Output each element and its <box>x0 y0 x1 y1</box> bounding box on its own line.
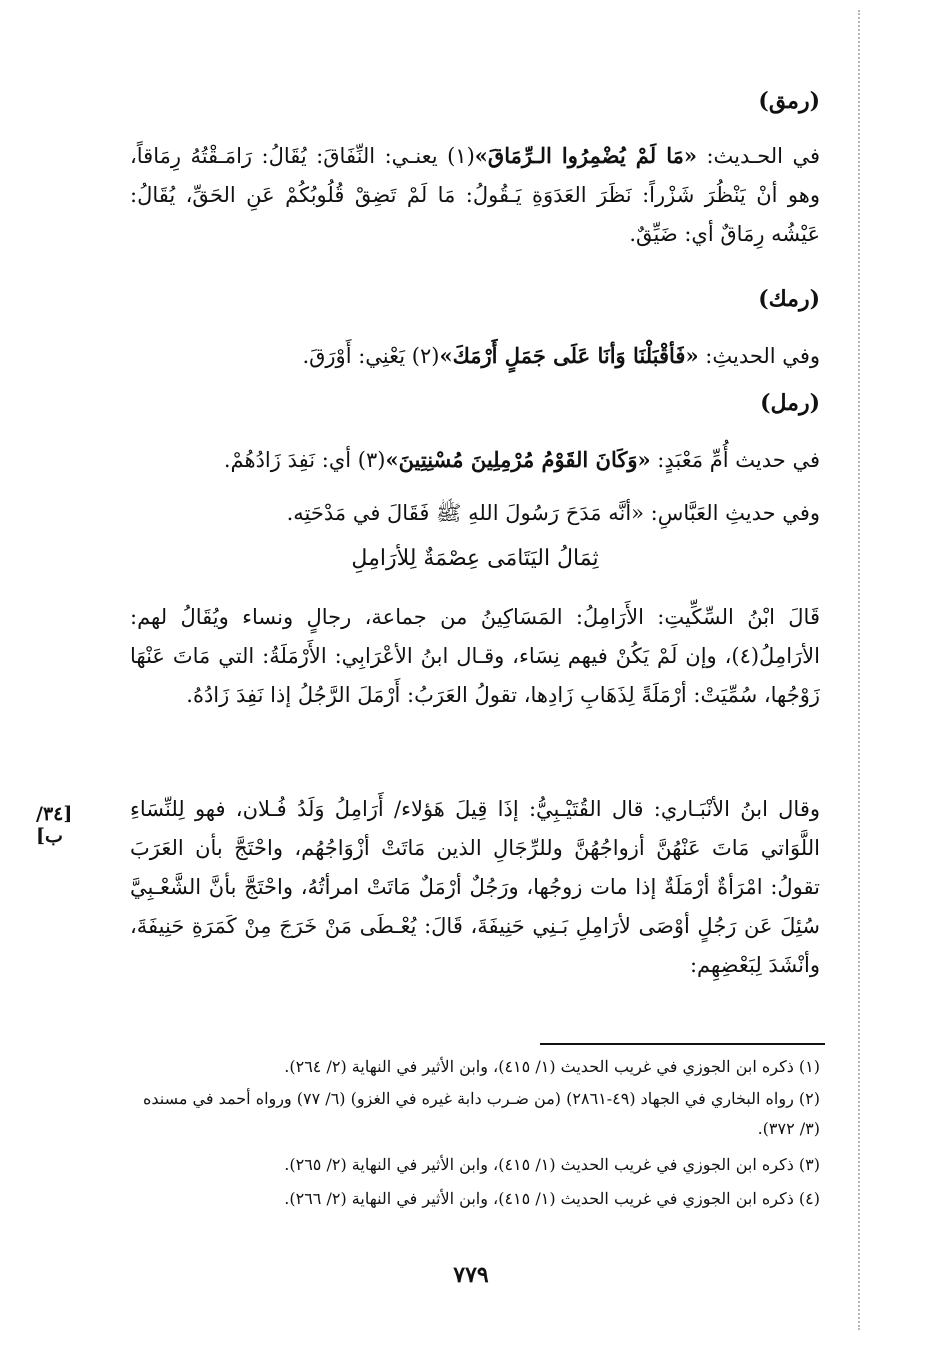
paragraph-ramak <box>130 336 820 376</box>
hadith-quote-ramak: «فَأقْبَلْنَا وَأنَا عَلَى جَمَلٍ أَرْمَكَ» <box>439 343 699 368</box>
heading-ramaq: (رمق) <box>758 88 820 114</box>
paragraph-ramaq-body: (١) يعنـي: النِّفَاقَ: يُقَالُ: رَامَـقْتُهُ رِمَاقاً، وهو أنْ يَنْظُرَ شَزْراً: نَظَرَ العَدَوَةِ يَـقُولُ: مَا لَمْ تَضِقْ قُلُوبُكُمْ عَنِ الحَقِّ، يُقَالُ: عَيْشُه رِمَاقٌ أي: ضَيِّقٌ. <box>130 144 820 246</box>
paragraph-ramak-prefix: وفي الحديثِ: <box>698 344 820 368</box>
page-number: ٧٧٩ <box>453 1262 489 1288</box>
paragraph-ramaq-prefix: في الحـديث: <box>697 144 820 168</box>
heading-ramal: (رمل) <box>760 390 820 416</box>
heading-ramak: (رمك) <box>758 286 820 312</box>
paragraph-abbas: وفي حديثِ العَبَّاسِ: «أنَّه مَدَحَ رَسُولَ اللهِ ﷺ فَقَالَ في مَدْحَتِه. <box>286 501 820 525</box>
page-edge-divider <box>858 10 860 1330</box>
paragraph-umm-mabad-prefix: في حديث أُمِّ مَعْبَدٍ: <box>650 448 820 472</box>
paragraph-ramak-body: (٢) يَعْنِي: أَوْرَقَ. <box>302 344 440 368</box>
paragraph-umm-mabad-body: (٣) أي: نَفِدَ زَادُهُمْ. <box>223 448 386 472</box>
footnote-2: (٢) رواه البخاري في الجهاد (٤٩-٢٨٦١) (من ضـرب دابة غيره في الغزو) (٦/ ٧٧) ورواه أحمد في مسنده (٣/ ٣٧٢). <box>143 1089 820 1138</box>
paragraph-ibn-anbari: وقال ابنُ الأنْبَـاري: قال القُتَيْـبِيُّ: إذَا قِيلَ هَؤلاء/ أَرَامِلُ وَلَدُ فُـلان، فهو لِلنِّسَاءِ اللَّوَاتي مَاتَ عَنْهُنَّ أزواجُهُنَّ وللرِّجَالِ الذين مَاتَتْ أزْوَاجُهُم، واحْتَجَّ بأن العَرَبَ تقولُ: امْرَأةٌ أرْمَلَةٌ إذا مات زوجُها، ورَجُلٌ أرْمَلٌ مَاتَتْ امرأتُهُ، واحْتَجَّ بأنَّ الشَّعْـبِيَّ سُئِلَ عَن رَجُلٍ أوْصَى لأرَامِلِ بَـنِي حَنِيفَةَ، قَالَ: يُعْـطَى مَنْ خَرَجَ مِنْ كَمَرَةِ حَنِيفَةَ، وأنْشَدَ لِبَعْضِهِم: <box>130 797 820 977</box>
hadith-quote-umm-mabad: «وَكَانَ القَوْمُ مُرْمِلِينَ مُسْنِتِينَ» <box>385 447 651 472</box>
paragraph-ramaq <box>130 136 820 254</box>
paragraph-ibn-sikkit: قَالَ ابْنُ السِّكِّيتِ: الأَرَامِلُ: المَسَاكِينُ من جماعة، رجالٍ ونساء ويُقَالُ لهم: الأرَامِلُ(٤)، وإن لَمْ يَكُنْ فيهم نِسَاء، وقـال ابنُ الأعْرَابِي: الأَرْمَلَةُ: التي مَاتَ عَنْهَا زَوْجُها، سُمِّيَتْ: أرْمَلَةً لِذَهَابِ زَادِها، تقولُ العَرَبُ: أَرْمَلَ الرَّجُلُ إذا نَفِدَ زَادُهُ. <box>130 605 820 707</box>
footnote-separator <box>540 1043 825 1045</box>
hadith-quote-ramaq: «مَا لَمْ يُضْمِرُوا الـرِّمَاقَ» <box>474 143 698 168</box>
footnote-1: (١) ذكره ابن الجوزي في غريب الحديث (١/ ٤١٥)، وابن الأثير في النهاية (٢/ ٢٦٤). <box>284 1057 820 1076</box>
footnote-4: (٤) ذكره ابن الجوزي في غريب الحديث (١/ ٤١٥)، وابن الأثير في النهاية (٢/ ٢٦٦). <box>284 1189 820 1208</box>
manuscript-folio-marker: [٣٤/ب] <box>36 803 73 847</box>
footnote-3: (٣) ذكره ابن الجوزي في غريب الحديث (١/ ٤١٥)، وابن الأثير في النهاية (٢/ ٢٦٥). <box>284 1155 820 1174</box>
paragraph-umm-mabad <box>130 440 820 480</box>
poetry-verse: ثِمَالُ اليَتَامَى عِصْمَةٌ لِلأرَامِلِ <box>351 546 599 571</box>
